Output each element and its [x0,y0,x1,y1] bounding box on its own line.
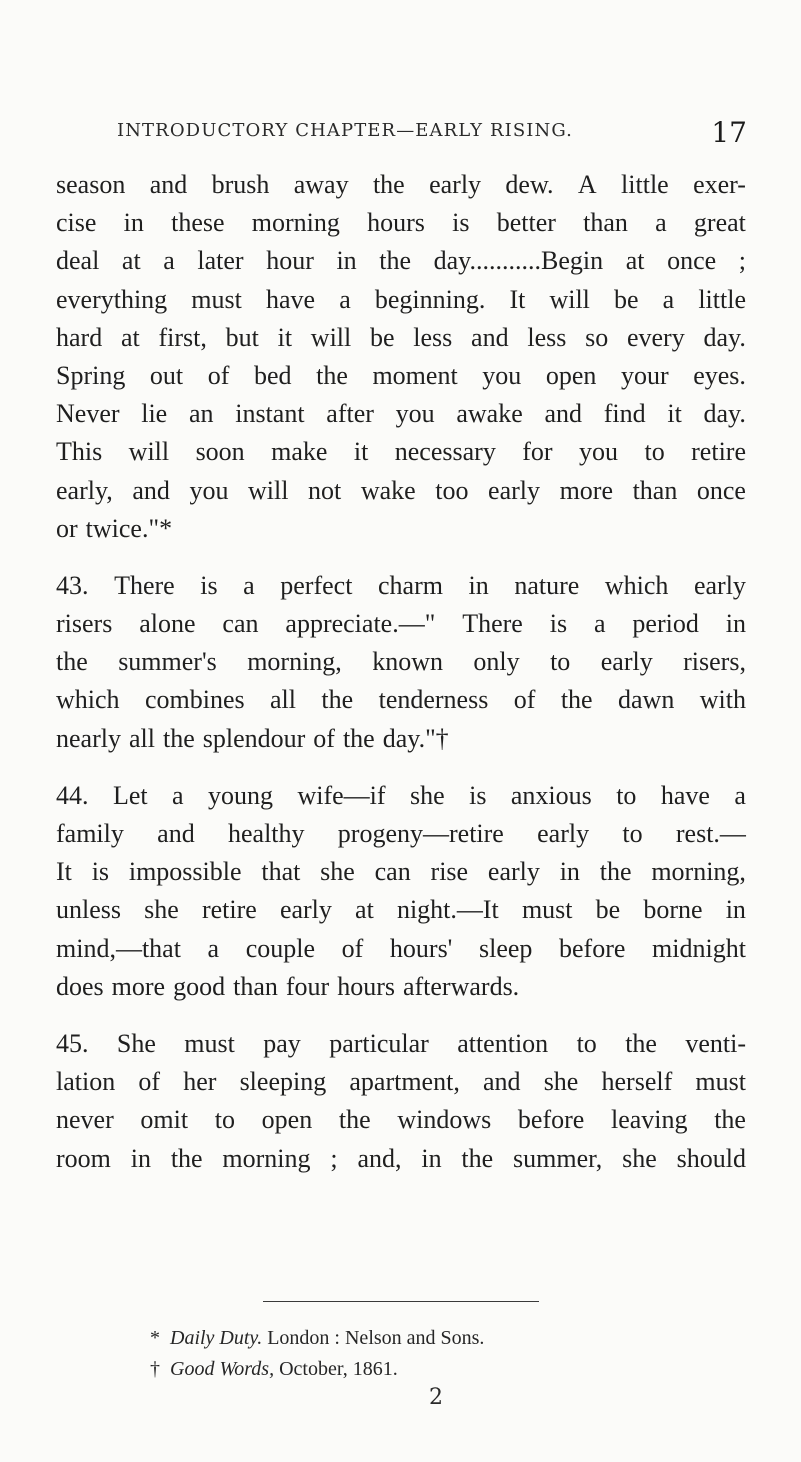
text-line: family and healthy progeny—retire early to rest.— [56,819,746,848]
signature-mark: 2 [429,1385,443,1410]
running-head [117,116,747,149]
footnote [150,1354,650,1385]
text-line: Never lie an instant after you awake and find it day. [56,399,746,429]
text-line: or twice."* [56,513,173,543]
footnote-title: Daily Duty. [170,1327,263,1349]
paragraph-continued-quote [56,166,746,548]
text-line: hard at first, but it will be less and less so every day. [56,322,746,352]
text-line: never omit to open the windows before leaving the [56,1105,746,1135]
text-line: 45. She must pay particular attention to the venti- [56,1028,746,1058]
footnote-mark: † [150,1358,160,1380]
text-line: which combines all the tenderness of the dawn with [56,685,746,715]
paragraph-43 [56,567,746,758]
text-line: deal at a later hour in the day...........Begin at once ; [56,246,746,276]
body-text [56,166,746,1197]
text-line: everything must have a beginning. It will be a little [56,284,746,314]
text-line: nearly all the splendour of the day."† [56,723,449,753]
text-line: This will soon make it necessary for you to retire [56,437,746,467]
footnote-divider [263,1301,539,1302]
footnote-text: October, 1861. [279,1358,398,1380]
text-line: does more good than four hours afterwards. [56,971,520,1001]
footnote-mark: * [150,1327,160,1349]
text-line: It is impossible that she can rise early in the morning, [56,857,746,887]
footnote [150,1323,650,1354]
text-line: Spring out of bed the moment you open your eyes. [56,360,746,390]
text-line: mind,—that a couple of hours' sleep before midnight [56,933,746,963]
running-title: INTRODUCTORY CHAPTER—EARLY RISING. [117,120,574,141]
paragraph-44 [56,777,746,1006]
footnote-text: London : Nelson and Sons. [267,1327,485,1349]
text-line: room in the morning ; and, in the summer, she should [56,1143,746,1173]
footnotes [150,1323,650,1385]
text-line: early, and you will not wake too early more than once [56,475,746,505]
text-line: lation of her sleeping apartment, and she herself must [56,1067,746,1097]
paragraph-45 [56,1025,746,1178]
page-number: 17 [711,116,747,149]
text-line: risers alone can appreciate.—" There is a period in [56,609,746,639]
text-line: unless she retire early at night.—It must be borne in [56,895,746,925]
text-line: season and brush away the early dew. A little exer- [56,170,746,199]
text-line: 44. Let a young wife—if she is anxious to have a [56,780,746,810]
text-line: cise in these morning hours is better than a great [56,208,746,238]
footnote-title: Good Words, [170,1358,275,1380]
text-line: 43. There is a perfect charm in nature which early [56,570,746,600]
text-line: the summer's morning, known only to early risers, [56,647,746,677]
